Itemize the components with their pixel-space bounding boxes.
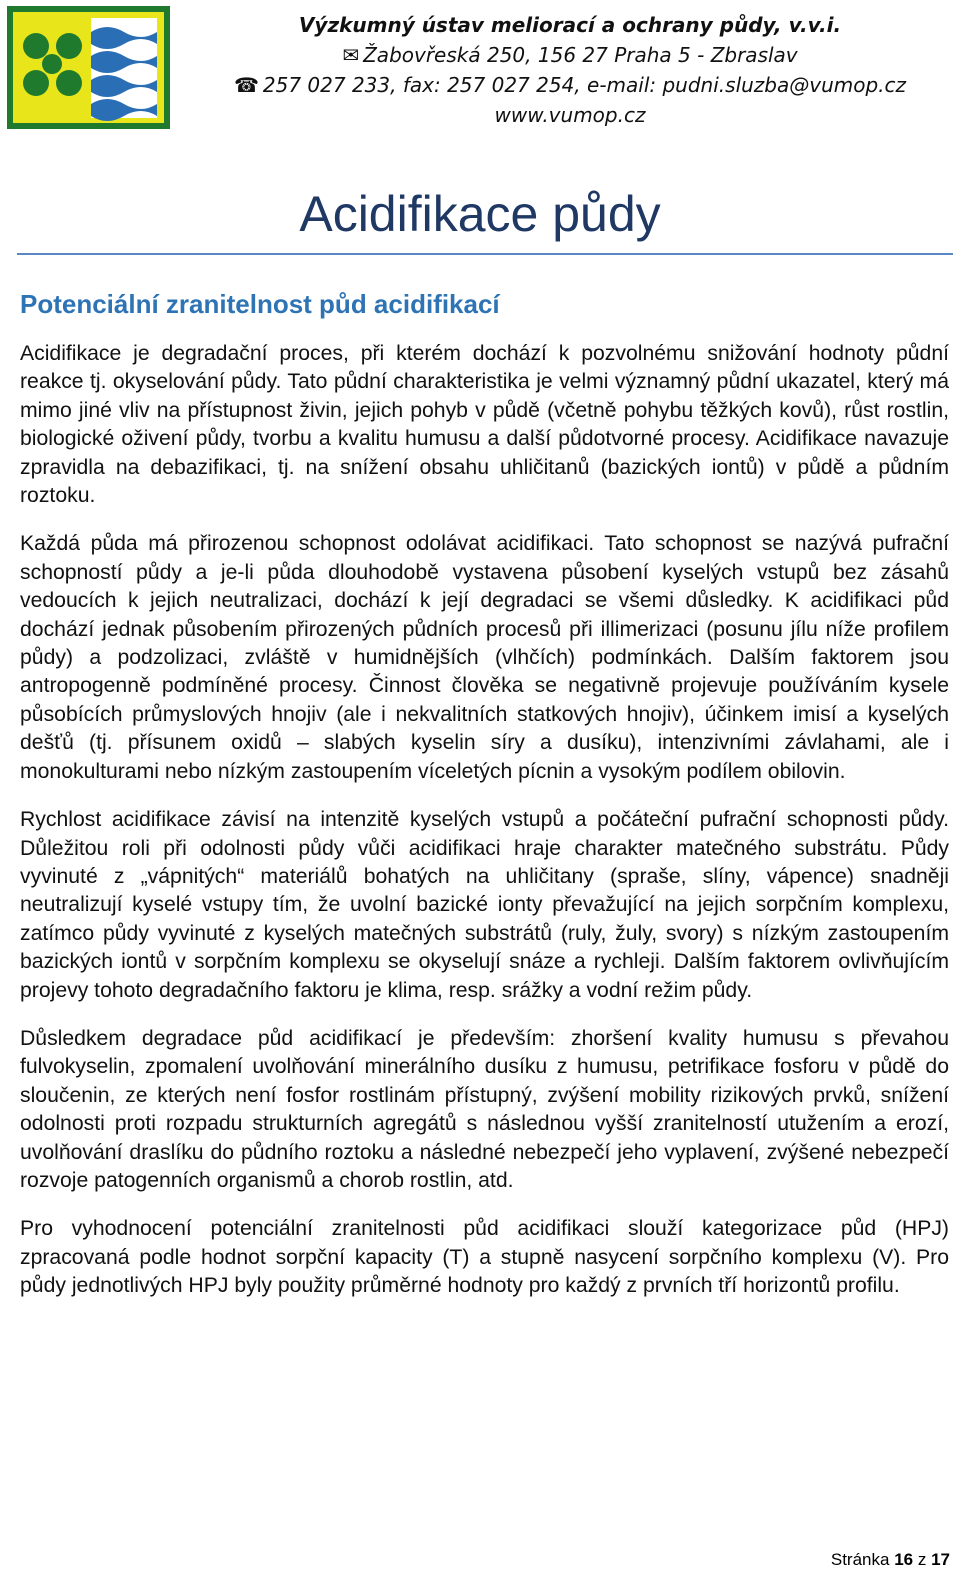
paragraph: Důsledkem degradace půd acidifikací je především: zhoršení kvality humusu s převahou fulvokyselin, zpomalení uvolňování minerálního dusíku z humusu, petrifikace fosforu v půdě do sloučenin, ze kterých není fosfor rostlinám přístupný, zvýšení mobility rizikových prvků, snížení odolnosti proti rozpadu strukturních agregátů s následnou vyšší zranitelností utužením a erozí, uvolňování draslíku do půdního roztoku a následné nebezpečí jeho vyplavení, zvýšené nebezpečí rozvoje patogenních organismů a chorob rostlin, atd. — [20, 1026, 949, 1192]
vumop-logo — [7, 6, 170, 129]
organization-name: Výzkumný ústav meliorací a ochrany půdy, v.v.i. — [298, 13, 842, 37]
page-title: Acidifikace půdy — [299, 186, 661, 242]
page-word: Stránka — [830, 1550, 890, 1569]
address-line — [180, 40, 960, 70]
envelope-icon: ✉ — [342, 43, 360, 67]
contact-line — [180, 70, 960, 100]
paragraph: Acidifikace je degradační proces, při kterém dochází k pozvolnému snižování hodnoty půdní reakce tj. okyselování půdy. Tato půdní charakteristika je velmi významný půdní ukazatel, který má mimo jiné vliv na přístupnost živin, jejich pohyb v půdě (včetně pohybu těžkých kovů), růst rostlin, biologické oživení půdy, tvorbu a kvalitu humusu a další půdotvorné procesy. Acidifikace navazuje zpravidla na debazifikaci, tj. na snížení obsahu uhličitanů (bazických iontů) v půdě a půdním roztoku. — [20, 342, 949, 508]
page-number: 16 — [894, 1550, 914, 1569]
paragraph: Pro vyhodnocení potenciální zranitelnosti půd acidifikaci slouží kategorizace půd (HPJ) zpracovaná podle hodnot sorpční kapacity (T) a stupně nasycení sorpčního komplexu (V). Pro půdy jednotlivých HPJ byly použity průměrné hodnoty pro každý z prvních tří horizontů profilu. — [20, 1217, 949, 1298]
website-link[interactable]: www.vumop.cz — [494, 103, 646, 127]
page-footer — [831, 1548, 950, 1572]
address-text: Žabovřeská 250, 156 27 Praha 5 - Zbraslav — [363, 43, 798, 67]
of-word: z — [917, 1550, 927, 1569]
title-divider — [17, 253, 953, 255]
contact-text: 257 027 233, fax: 257 027 254, e-mail: pudni.sluzba@vumop.cz — [262, 73, 907, 97]
organization-header — [180, 10, 960, 130]
paragraph: Každá půda má přirozenou schopnost odolávat acidifikaci. Tato schopnost se nazývá pufrační schopností půdy a je-li půda dlouhodobě vystavena působení kyselých vstupů bez zásahů vedoucích k jejich neutralizaci, dochází k její degradaci se všemi důsledky. K acidifikaci půd dochází jednak působením přirozených půdních procesů při illimerizaci (posunu jílu níže profilem půdy) a podzolizaci, zvláště v humidnějších (vlhčích) podmínkách. Dalším faktorem jsou antropogenně podmíněné procesy. Činnost člověka se negativně projevuje používáním kysele působících průmyslových hnojiv (ale i nekvalitních statkových hnojiv), účinkem imisí a kyselých dešťů (tj. přísunem oxidů – slabých kyselin síry a dusíku), intenzivními závlahami, ale i monokulturami nebo nízkým zastoupením víceletých pícnin a vysokým podílem obilovin. — [20, 532, 949, 783]
document-body — [20, 340, 949, 1321]
page-total: 17 — [931, 1550, 950, 1569]
telephone-icon: ☎ — [233, 73, 259, 97]
paragraph: Rychlost acidifikace závisí na intenzitě kyselých vstupů a počáteční pufrační schopnosti půdy. Důležitou roli při odolnosti půdy vůči acidifikaci hraje charakter matečného substrátu. Půdy vyvinuté z „vápnitých“ materiálů bohatých na uhličitany (spraše, slíny, vápence) snadněji neutralizují kyselé vstupy tím, že uvolní bazické ionty převažující na jejich sorpčním komplexu, zatímco půdy vyvinuté z kyselých matečných substrátů (ruly, žuly, svory) s nízkým zastoupením bazických iontů v sorpčním komplexu se okyselují snáze a rychleji. Dalším faktorem ovlivňujícím projevy tohoto degradačního faktoru je klima, resp. srážky a vodní režim půdy. — [20, 808, 949, 1002]
section-heading: Potenciální zranitelnost půd acidifikací — [20, 289, 500, 319]
